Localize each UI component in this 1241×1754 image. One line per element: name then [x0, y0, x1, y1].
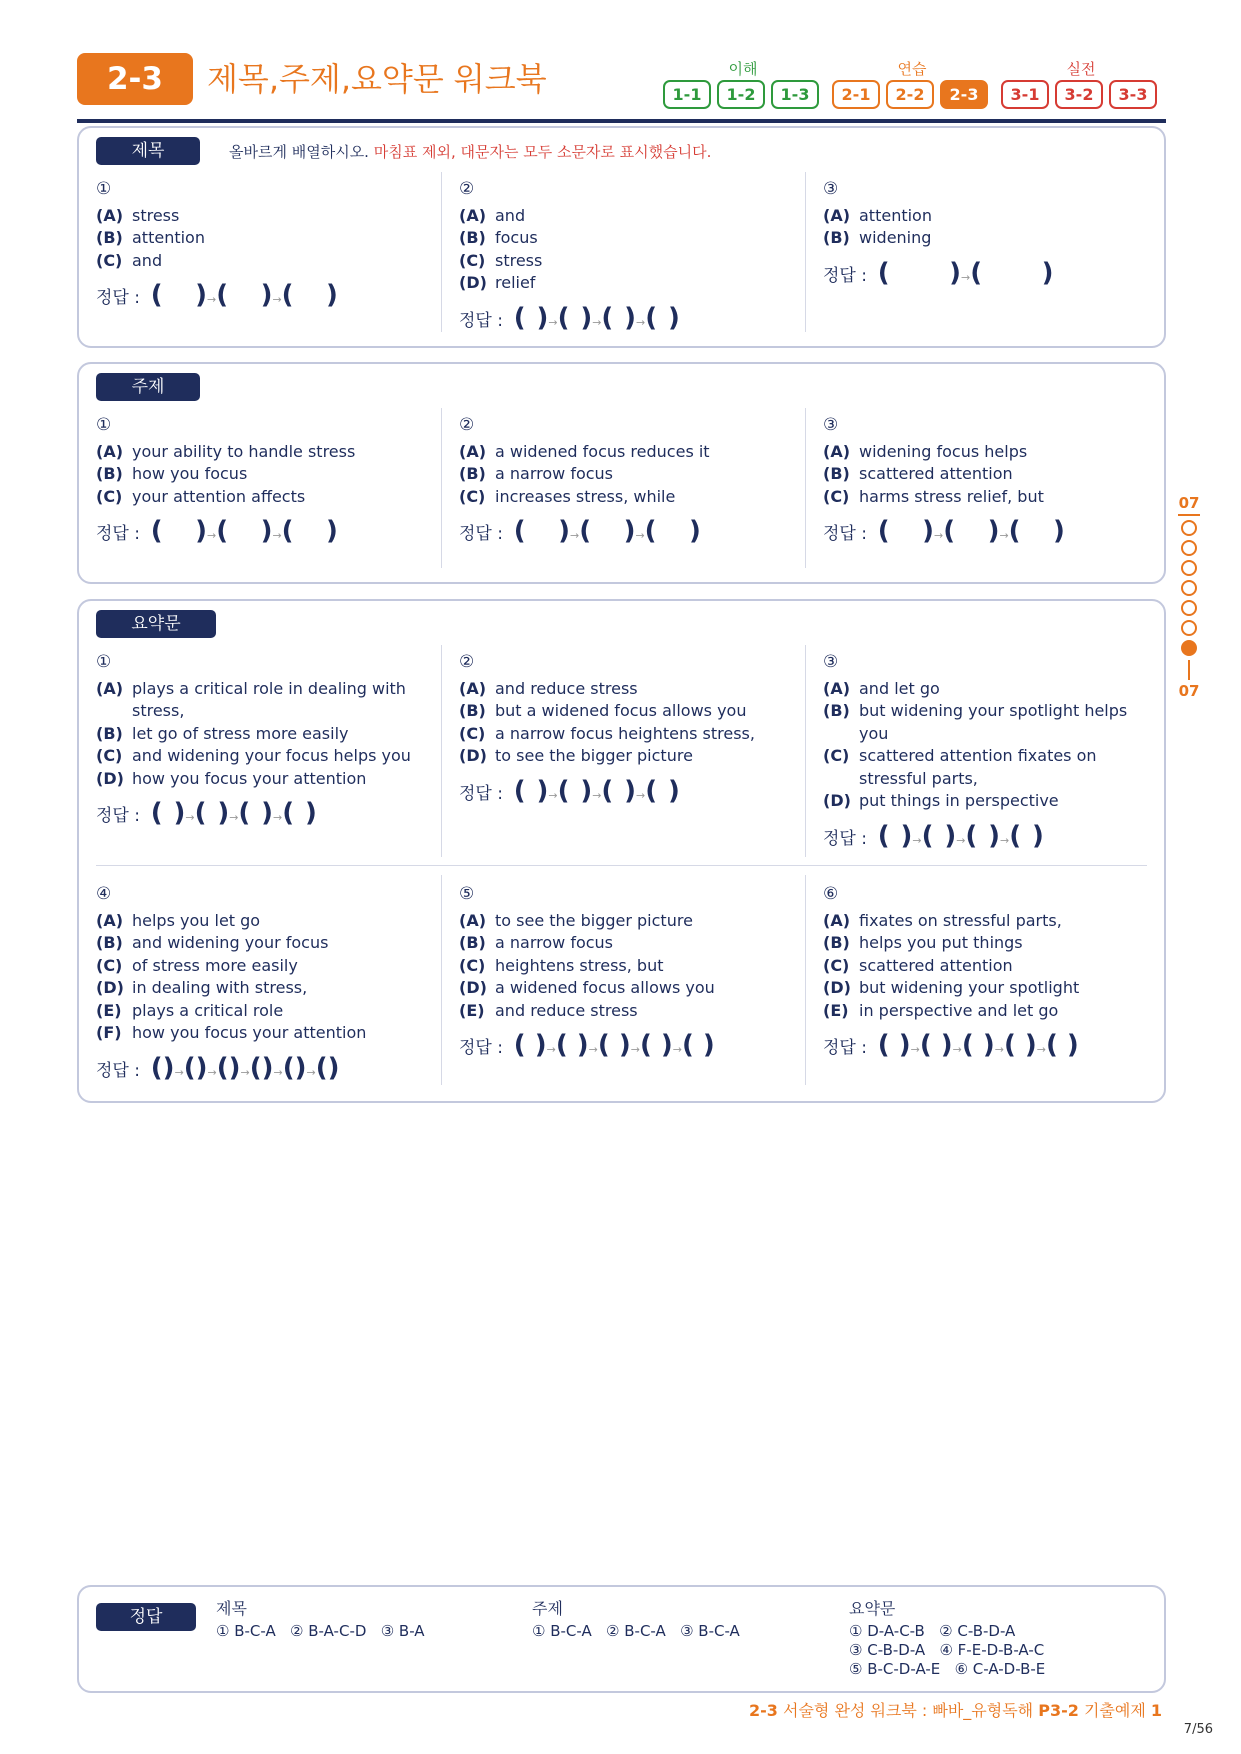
column-divider [805, 875, 806, 1085]
choice-label: (A) [459, 678, 487, 698]
choice [96, 723, 426, 746]
question [823, 651, 1153, 852]
level-group-label: 이해 [728, 60, 758, 78]
answer-key-values: ① B-C-A ② B-A-C-D ③ B-A [216, 1622, 425, 1640]
answer-slots[interactable]: 정답 : ( )→( )→( )→( )→( ) [823, 1030, 1079, 1060]
column-divider [805, 645, 806, 857]
choice-label: (C) [823, 746, 850, 765]
choice [459, 486, 789, 509]
choice-text: helps you put things [859, 933, 1023, 952]
answer-key-values: ① B-C-A ② B-C-A ③ B-C-A [532, 1622, 740, 1640]
progress-dot [1181, 560, 1197, 576]
choice-text: a narrow focus [495, 933, 614, 952]
question [96, 651, 426, 830]
choice [96, 205, 426, 228]
choice-text: plays a critical role [132, 1000, 284, 1020]
choice-text: harms stress relief, but [859, 486, 1044, 506]
question [823, 178, 1153, 289]
choice-label: (C) [96, 486, 123, 506]
choice [96, 768, 426, 791]
question [823, 883, 1153, 1062]
progress-dot [1181, 540, 1197, 556]
choice [459, 955, 789, 978]
choice-label: (E) [96, 1000, 122, 1020]
choice-text: focus [495, 228, 538, 247]
choice [823, 205, 1153, 228]
choice-text: and widening your focus helps you [132, 746, 411, 765]
choice-label: (B) [459, 464, 486, 483]
choice [823, 486, 1153, 509]
choice [96, 932, 426, 955]
choice [96, 977, 426, 1000]
page-number: 7/56 [1183, 1722, 1213, 1737]
choice-label: (C) [823, 486, 850, 506]
choice [459, 205, 789, 228]
answer-slots[interactable]: 정답 : ( )→( )→( ) [96, 516, 338, 546]
choice-text: but a widened focus allows you [495, 701, 747, 720]
question [96, 414, 426, 548]
question-number: ③ [823, 415, 839, 435]
choice [823, 463, 1153, 486]
choice [459, 250, 789, 273]
section-tag: 요약문 [96, 610, 216, 638]
choice-text: a widened focus reduces it [495, 441, 710, 461]
choice-text: of stress more easily [132, 955, 298, 975]
choice-text: plays a critical role in dealing with stress, [132, 678, 406, 720]
choice-label: (C) [459, 723, 486, 743]
question-number: ② [459, 179, 475, 199]
choice-label: (D) [459, 273, 487, 292]
choice-text: stress [132, 205, 180, 225]
choice-text: but widening your spotlight [859, 978, 1080, 997]
choice-text: and reduce stress [495, 678, 638, 698]
choice-label: (A) [823, 205, 851, 225]
choice-label: (C) [96, 955, 123, 975]
choice [96, 745, 426, 768]
choice-text: a narrow focus [495, 464, 614, 483]
answer-key-tag: 정답 [96, 1603, 196, 1631]
choice-label: (C) [96, 250, 123, 270]
choice-label: (D) [823, 978, 851, 997]
choice-label: (C) [459, 250, 486, 270]
choice-label: (A) [459, 441, 487, 461]
choice [459, 977, 789, 1000]
choice [459, 1000, 789, 1023]
question-number: ① [96, 652, 112, 672]
question-number: ① [96, 415, 112, 435]
choice-label: (B) [459, 228, 486, 247]
choice-text: and widening your focus [132, 933, 329, 952]
choice-text: how you focus your attention [132, 768, 367, 788]
side-index [1176, 494, 1202, 700]
answer-label: 정답 : [823, 828, 867, 849]
question-number: ⑤ [459, 884, 475, 904]
answer-label: 정답 : [459, 1038, 503, 1058]
question [96, 883, 426, 1084]
footer-code: 2-3 [749, 1701, 778, 1720]
choice-label: (E) [459, 1000, 485, 1020]
column-divider [441, 172, 442, 332]
choice-text: to see the bigger picture [495, 746, 693, 765]
choice-label: (A) [96, 910, 124, 930]
answer-key-values: ⑤ B-C-D-A-E ⑥ C-A-D-B-E [849, 1660, 1046, 1678]
level-group-label: 연습 [897, 60, 927, 78]
choice [96, 250, 426, 273]
answer-key-title [216, 1599, 425, 1641]
column-divider [805, 408, 806, 568]
question-number: ③ [823, 179, 839, 199]
choice-label: (B) [823, 701, 850, 720]
choice-label: (A) [823, 441, 851, 461]
choice-label: (D) [459, 746, 487, 765]
choice [96, 955, 426, 978]
answer-label: 정답 : [823, 1038, 867, 1058]
question-number: ② [459, 652, 475, 672]
column-divider [441, 408, 442, 568]
choice [96, 227, 426, 250]
choice-label: (B) [823, 228, 850, 247]
choice [459, 745, 789, 768]
choice-label: (B) [823, 933, 850, 952]
choice-text: and let go [859, 678, 940, 698]
choice-text: scattered attention [859, 464, 1013, 483]
choice-label: (C) [459, 486, 486, 506]
choice [459, 723, 789, 746]
footer [749, 1698, 1162, 1721]
choice-text: to see the bigger picture [495, 910, 693, 930]
choice-label: (B) [823, 464, 850, 483]
choice [823, 441, 1153, 464]
answer-key-values: ① D-A-C-B ② C-B-D-A [849, 1622, 1016, 1640]
footer-text: 서술형 완성 워크북 : 빠바_유형독해 [777, 1701, 1039, 1720]
choice-text: attention [132, 228, 205, 247]
choice-label: (A) [823, 678, 851, 698]
row-divider [96, 865, 1147, 866]
choice-text: scattered attention fixates on stressful parts, [859, 746, 1097, 788]
side-index-number: 07 [1178, 494, 1200, 512]
choice-label: (A) [96, 678, 124, 698]
answer-key-heading: 요약문 [849, 1599, 896, 1618]
answer-slots[interactable]: 정답 : ( )→( )→( )→( )→( ) [459, 1030, 715, 1060]
choice-label: (B) [459, 933, 486, 952]
choice-label: (C) [96, 746, 123, 765]
choice-label: (E) [823, 1000, 849, 1020]
choice [96, 1000, 426, 1023]
answer-slots[interactable]: 정답 : ( )→( )→( )→( ) [459, 302, 680, 333]
level-button-2-2[interactable]: 2-2 [886, 80, 934, 109]
choice [96, 463, 426, 486]
choice [823, 700, 1153, 745]
footer-text: 기출예제 [1078, 1701, 1151, 1720]
footer-number: 1 [1150, 1701, 1162, 1720]
answer-slots[interactable]: 정답 : ( )→( )→( )→( ) [459, 775, 680, 806]
choice-text: a widened focus allows you [495, 978, 715, 997]
choice-label: (B) [96, 464, 123, 483]
divider [1178, 514, 1200, 516]
choice [823, 910, 1153, 933]
title-section [77, 126, 1166, 348]
header-rule [77, 119, 1166, 123]
answer-label: 정답 : [823, 265, 867, 286]
choice-label: (A) [96, 205, 124, 225]
choice-text: widening [859, 228, 932, 247]
choice-text: attention [859, 205, 932, 225]
choice-label: (D) [96, 768, 124, 788]
answer-key-theme [532, 1599, 740, 1641]
choice [823, 227, 1153, 250]
choice-label: (A) [459, 910, 487, 930]
question [459, 883, 789, 1062]
choice [96, 1022, 426, 1045]
choice-label: (C) [823, 955, 850, 975]
choice-text: let go of stress more easily [132, 723, 349, 743]
choice [823, 977, 1153, 1000]
choice-text: in perspective and let go [859, 1000, 1059, 1020]
choice-text: your ability to handle stress [132, 441, 356, 461]
choice-text: in dealing with stress, [132, 978, 308, 997]
choice-label: (D) [459, 978, 487, 997]
choice [459, 678, 789, 701]
answer-slots[interactable]: 정답 : ( )→( )→( ) [96, 280, 338, 310]
progress-dot [1181, 580, 1197, 596]
question-number: ④ [96, 884, 112, 904]
choice [823, 745, 1153, 790]
level-button-3-2[interactable]: 3-2 [1055, 80, 1103, 109]
choice-text: a narrow focus heightens stress, [495, 723, 755, 743]
answer-label: 정답 : [459, 524, 503, 544]
choice-label: (B) [96, 228, 123, 247]
progress-dot-current [1181, 640, 1197, 656]
summary-section [77, 599, 1166, 1103]
progress-dot [1181, 620, 1197, 636]
choice [459, 463, 789, 486]
choice-text: and reduce stress [495, 1000, 638, 1020]
instruction-note: 마침표 제외, 대문자는 모두 소문자로 표시했습니다. [368, 143, 712, 161]
question [823, 414, 1153, 548]
answer-label: 정답 : [96, 524, 140, 544]
choice [96, 441, 426, 464]
choice-label: (A) [823, 910, 851, 930]
question [459, 414, 789, 548]
answer-slots[interactable]: 정답 : ( )→( )→( )→( ) [96, 798, 317, 828]
answer-slots[interactable]: 정답 : ( )→( )→( ) [823, 516, 1065, 546]
choice-text: heightens stress, but [495, 955, 664, 975]
choice-text: but widening your spotlight helps you [859, 701, 1128, 743]
choice [459, 272, 789, 295]
choice [459, 700, 789, 723]
question [459, 651, 789, 807]
level-button-2-1[interactable]: 2-1 [832, 80, 880, 109]
answer-key-heading: 주제 [532, 1599, 563, 1618]
level-button-1-1[interactable]: 1-1 [663, 80, 711, 109]
choice-label: (F) [96, 1023, 122, 1042]
choice [459, 910, 789, 933]
question [459, 178, 789, 334]
choice-label: (C) [459, 955, 486, 975]
question-number: ③ [823, 652, 839, 672]
choice-text: helps you let go [132, 910, 261, 930]
choice-text: how you focus [132, 464, 248, 483]
instruction [229, 141, 711, 162]
divider [1188, 660, 1190, 680]
choice-text: scattered attention [859, 955, 1013, 975]
choice [823, 1000, 1153, 1023]
choice [459, 441, 789, 464]
side-index-number: 07 [1178, 682, 1200, 700]
choice-text: fixates on stressful parts, [859, 910, 1062, 930]
choice [96, 678, 426, 723]
column-divider [805, 172, 806, 332]
answer-label: 정답 : [96, 288, 140, 308]
answer-label: 정답 : [459, 783, 503, 804]
choice-text: stress [495, 250, 543, 270]
answer-key-heading: 제목 [216, 1599, 247, 1618]
level-button-1-2[interactable]: 1-2 [717, 80, 765, 109]
question-number: ⑥ [823, 884, 839, 904]
level-button-3-3[interactable]: 3-3 [1109, 80, 1157, 109]
question [96, 178, 426, 312]
progress-dot [1181, 600, 1197, 616]
answer-slots[interactable]: 정답 : ( )→( )→( ) [459, 516, 701, 546]
choice-text: put things in perspective [859, 791, 1059, 810]
choice [459, 227, 789, 250]
answer-key [77, 1585, 1166, 1693]
level-button-3-1[interactable]: 3-1 [1001, 80, 1049, 109]
choice-text: relief [495, 273, 536, 292]
choice-label: (D) [96, 978, 124, 997]
choice-text: your attention affects [132, 486, 306, 506]
question-number: ① [96, 179, 112, 199]
column-divider [441, 875, 442, 1085]
level-button-1-3[interactable]: 1-3 [771, 80, 819, 109]
choice-label: (A) [96, 441, 124, 461]
answer-slots[interactable]: 정답 : ( )→( )→( )→( ) [823, 820, 1044, 851]
instruction-main: 올바르게 배열하시오. [229, 143, 369, 161]
choice-label: (A) [459, 205, 487, 225]
choice [823, 678, 1153, 701]
theme-section [77, 362, 1166, 584]
choice [823, 955, 1153, 978]
unit-badge: 2-3 [77, 53, 193, 105]
level-group-label: 실전 [1066, 60, 1096, 78]
answer-slots[interactable]: 정답 : ( )→( ) [823, 257, 1054, 288]
question-number: ② [459, 415, 475, 435]
answer-key-summary [849, 1599, 1045, 1679]
choice [823, 932, 1153, 955]
choice-text: and [132, 250, 163, 270]
column-divider [441, 645, 442, 857]
choice [823, 790, 1153, 813]
answer-label: 정답 : [96, 1060, 140, 1081]
section-tag: 제목 [96, 137, 200, 165]
choice-text: how you focus your attention [132, 1023, 367, 1042]
choice-label: (B) [96, 933, 123, 952]
choice [459, 932, 789, 955]
answer-label: 정답 : [823, 524, 867, 544]
choice-label: (B) [96, 723, 123, 743]
page-title: 제목,주제,요약문 워크북 [207, 60, 547, 98]
choice [96, 910, 426, 933]
answer-label: 정답 : [459, 310, 503, 331]
answer-key-values: ③ C-B-D-A ④ F-E-D-B-A-C [849, 1641, 1045, 1659]
level-button-2-3[interactable]: 2-3 [940, 80, 988, 109]
footer-code: P3-2 [1038, 1701, 1079, 1720]
section-tag: 주제 [96, 373, 200, 401]
choice-label: (D) [823, 791, 851, 810]
choice-text: increases stress, while [495, 486, 676, 506]
choice [96, 486, 426, 509]
answer-label: 정답 : [96, 806, 140, 826]
choice-label: (B) [459, 701, 486, 720]
choice-text: and [495, 205, 526, 225]
answer-slots[interactable]: 정답 : ()→()→()→()→()→() [96, 1052, 340, 1083]
progress-dot [1181, 520, 1197, 536]
choice-text: widening focus helps [859, 441, 1028, 461]
